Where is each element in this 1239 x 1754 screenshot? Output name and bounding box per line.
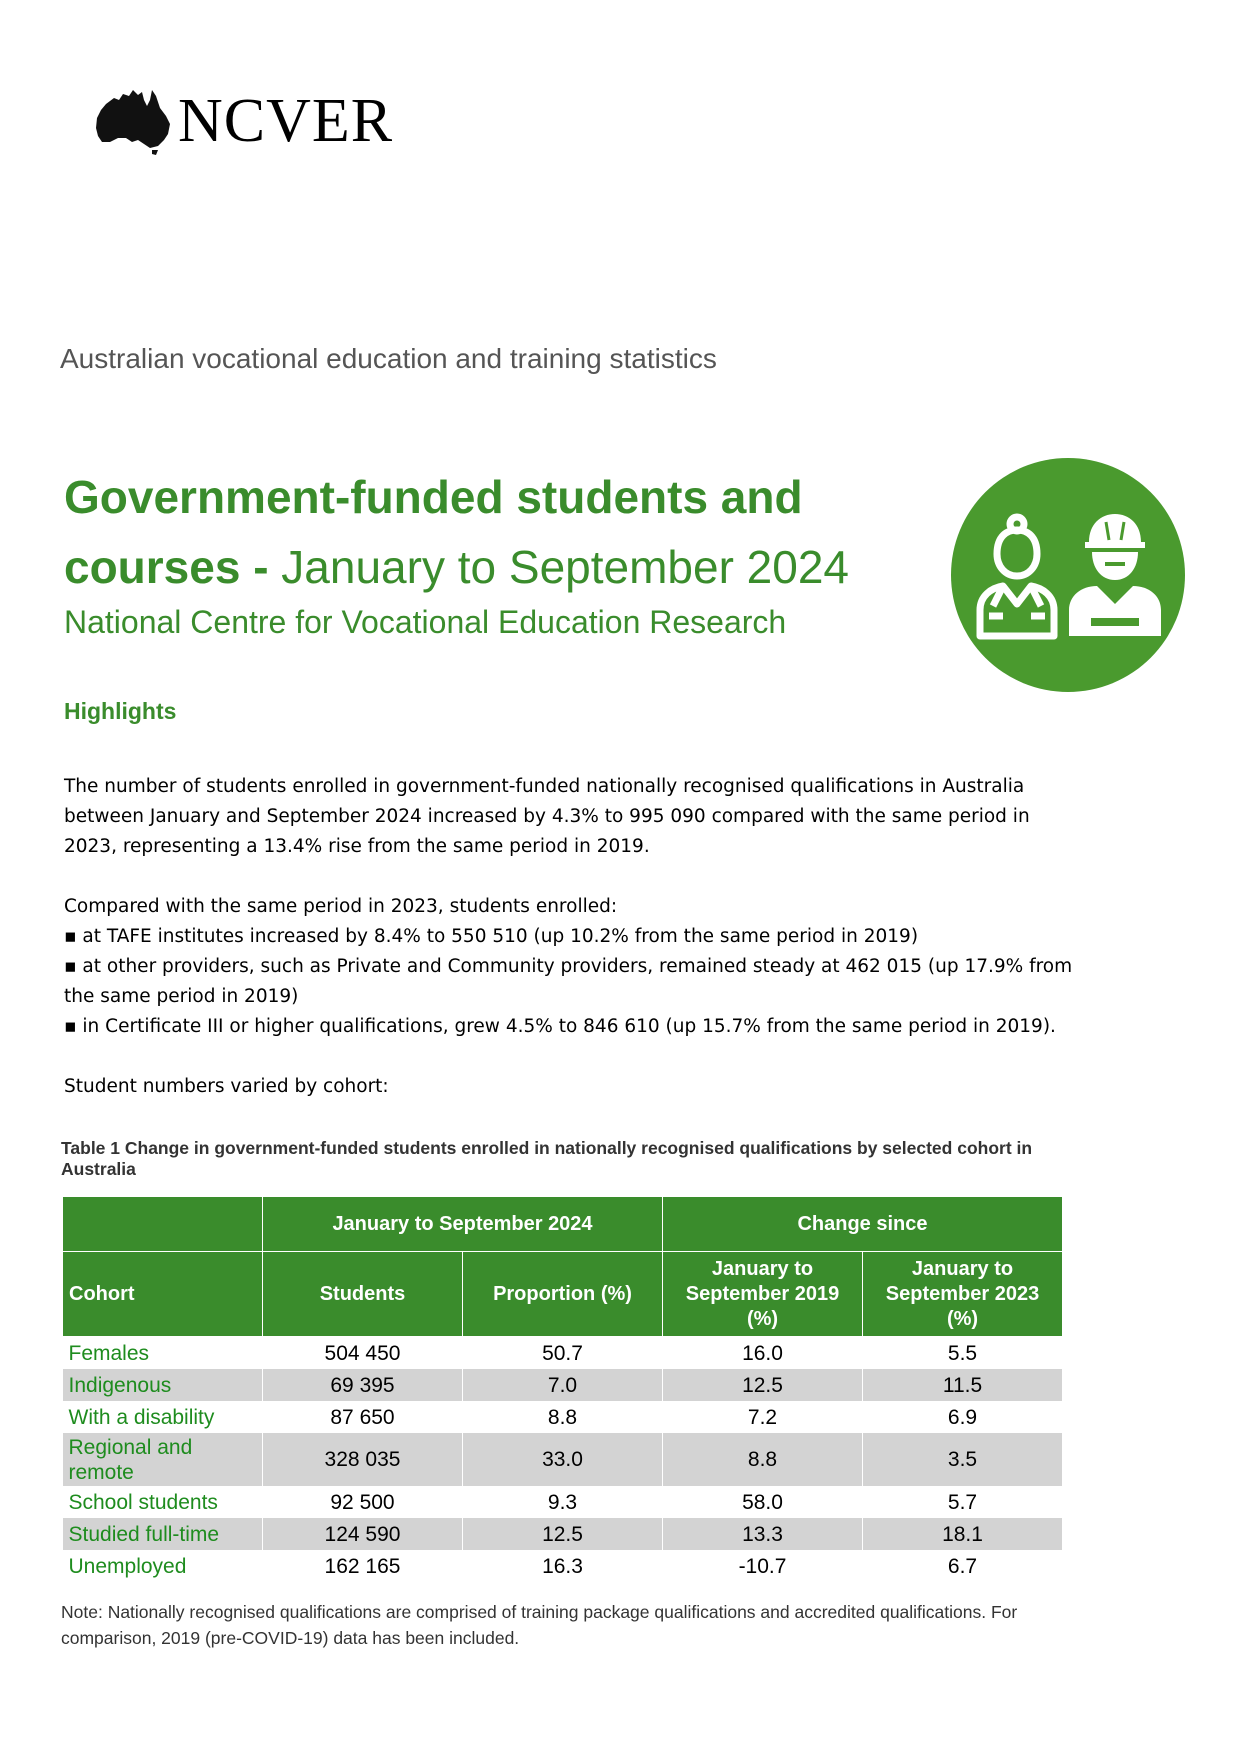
cell-change-2023: 5.5 (863, 1337, 1063, 1370)
cell-change-2019: 13.3 (663, 1518, 863, 1550)
cohort-table (62, 1196, 1063, 1582)
cell-students: 124 590 (263, 1518, 463, 1550)
highlights-body (64, 772, 1074, 1132)
group-header-period: January to September 2024 (263, 1197, 663, 1252)
cell-students: 328 035 (263, 1433, 463, 1486)
cell-cohort: School students (63, 1486, 263, 1518)
column-header-students: Students (263, 1252, 463, 1337)
table-row (63, 1369, 1063, 1401)
ncver-logo (92, 86, 393, 156)
table-row (63, 1337, 1063, 1370)
students-worker-icon (951, 458, 1185, 692)
page-title (64, 462, 944, 602)
logo-text: NCVER (178, 87, 394, 155)
bullet-certificate-iii: ▪ in Certificate III or higher qualifications, grew 4.5% to 846 610 (up 15.7% from the same period in 2019). (64, 1016, 1056, 1037)
cell-change-2019: 7.2 (663, 1401, 863, 1433)
table-caption: Table 1 Change in government-funded students enrolled in nationally recognised qualifications by selected cohort in Australia (61, 1138, 1033, 1179)
bullet-tafe: ▪ at TAFE institutes increased by 8.4% to 550 510 (up 10.2% from the same period in 2019) (64, 926, 919, 947)
column-header-cohort: Cohort (63, 1252, 263, 1337)
table-row (63, 1486, 1063, 1518)
cell-cohort: Unemployed (63, 1550, 263, 1582)
cell-students: 87 650 (263, 1401, 463, 1433)
cell-proportion: 50.7 (463, 1337, 663, 1370)
table-row (63, 1401, 1063, 1433)
cell-proportion: 9.3 (463, 1486, 663, 1518)
cell-cohort: Studied full-time (63, 1518, 263, 1550)
cell-change-2023: 5.7 (863, 1486, 1063, 1518)
column-header-proportion: Proportion (%) (463, 1252, 663, 1337)
cell-change-2023: 6.9 (863, 1401, 1063, 1433)
group-header-empty (63, 1197, 263, 1252)
cell-proportion: 12.5 (463, 1518, 663, 1550)
group-header-change: Change since (663, 1197, 1063, 1252)
title-line-2-regular: January to September 2024 (268, 541, 850, 593)
cell-change-2023: 3.5 (863, 1433, 1063, 1486)
cell-proportion: 7.0 (463, 1369, 663, 1401)
cell-proportion: 33.0 (463, 1433, 663, 1486)
table-row (63, 1433, 1063, 1486)
cell-proportion: 16.3 (463, 1550, 663, 1582)
highlights-heading: Highlights (64, 698, 177, 724)
cell-students: 162 165 (263, 1550, 463, 1582)
cell-proportion: 8.8 (463, 1401, 663, 1433)
australia-map-icon (92, 86, 172, 156)
cell-change-2019: 8.8 (663, 1433, 863, 1486)
cell-change-2023: 18.1 (863, 1518, 1063, 1550)
title-line-2-bold: courses - (64, 541, 269, 593)
cell-change-2019: -10.7 (663, 1550, 863, 1582)
cell-students: 504 450 (263, 1337, 463, 1370)
column-header-change-2023: January to September 2023 (%) (863, 1252, 1063, 1337)
cell-cohort: With a disability (63, 1401, 263, 1433)
cell-change-2023: 6.7 (863, 1550, 1063, 1582)
paragraph-enrolments: The number of students enrolled in government-funded nationally recognised qualifications in Australia between January and September 2024 increased by 4.3% to 995 090 compared with the same period in 2023, representing a 13.4% rise from the same period in 2019. (64, 776, 1030, 857)
table-group-header-row (63, 1197, 1063, 1252)
cell-change-2023: 11.5 (863, 1369, 1063, 1401)
paragraph-compared (64, 892, 1074, 1042)
table-row (63, 1550, 1063, 1582)
series-title: Australian vocational education and training statistics (60, 343, 717, 374)
column-header-change-2019: January to September 2019 (%) (663, 1252, 863, 1337)
title-line-2 (64, 532, 944, 602)
cell-students: 92 500 (263, 1486, 463, 1518)
cell-cohort: Indigenous (63, 1369, 263, 1401)
paragraph-cohort: Student numbers varied by cohort: (64, 1076, 389, 1097)
bullet-other-providers: ▪ at other providers, such as Private and Community providers, remained steady at 462 015 (up 17.9% from the same period in 2019) (64, 956, 1073, 1007)
title-line-1: Government-funded students and (64, 471, 803, 523)
table-note: Note: Nationally recognised qualifications are comprised of training package qualifications and accredited qualifications. For comparison, 2019 (pre-COVID-19) data has been included. (61, 1602, 1018, 1648)
table-header-row (63, 1252, 1063, 1337)
page-subtitle: National Centre for Vocational Education Research (64, 604, 787, 640)
cell-change-2019: 16.0 (663, 1337, 863, 1370)
cell-cohort: Regional and remote (63, 1433, 263, 1486)
compared-intro: Compared with the same period in 2023, students enrolled: (64, 896, 618, 917)
cell-change-2019: 58.0 (663, 1486, 863, 1518)
table-row (63, 1518, 1063, 1550)
cell-cohort: Females (63, 1337, 263, 1370)
students-badge (951, 458, 1185, 692)
cell-change-2019: 12.5 (663, 1369, 863, 1401)
cell-students: 69 395 (263, 1369, 463, 1401)
